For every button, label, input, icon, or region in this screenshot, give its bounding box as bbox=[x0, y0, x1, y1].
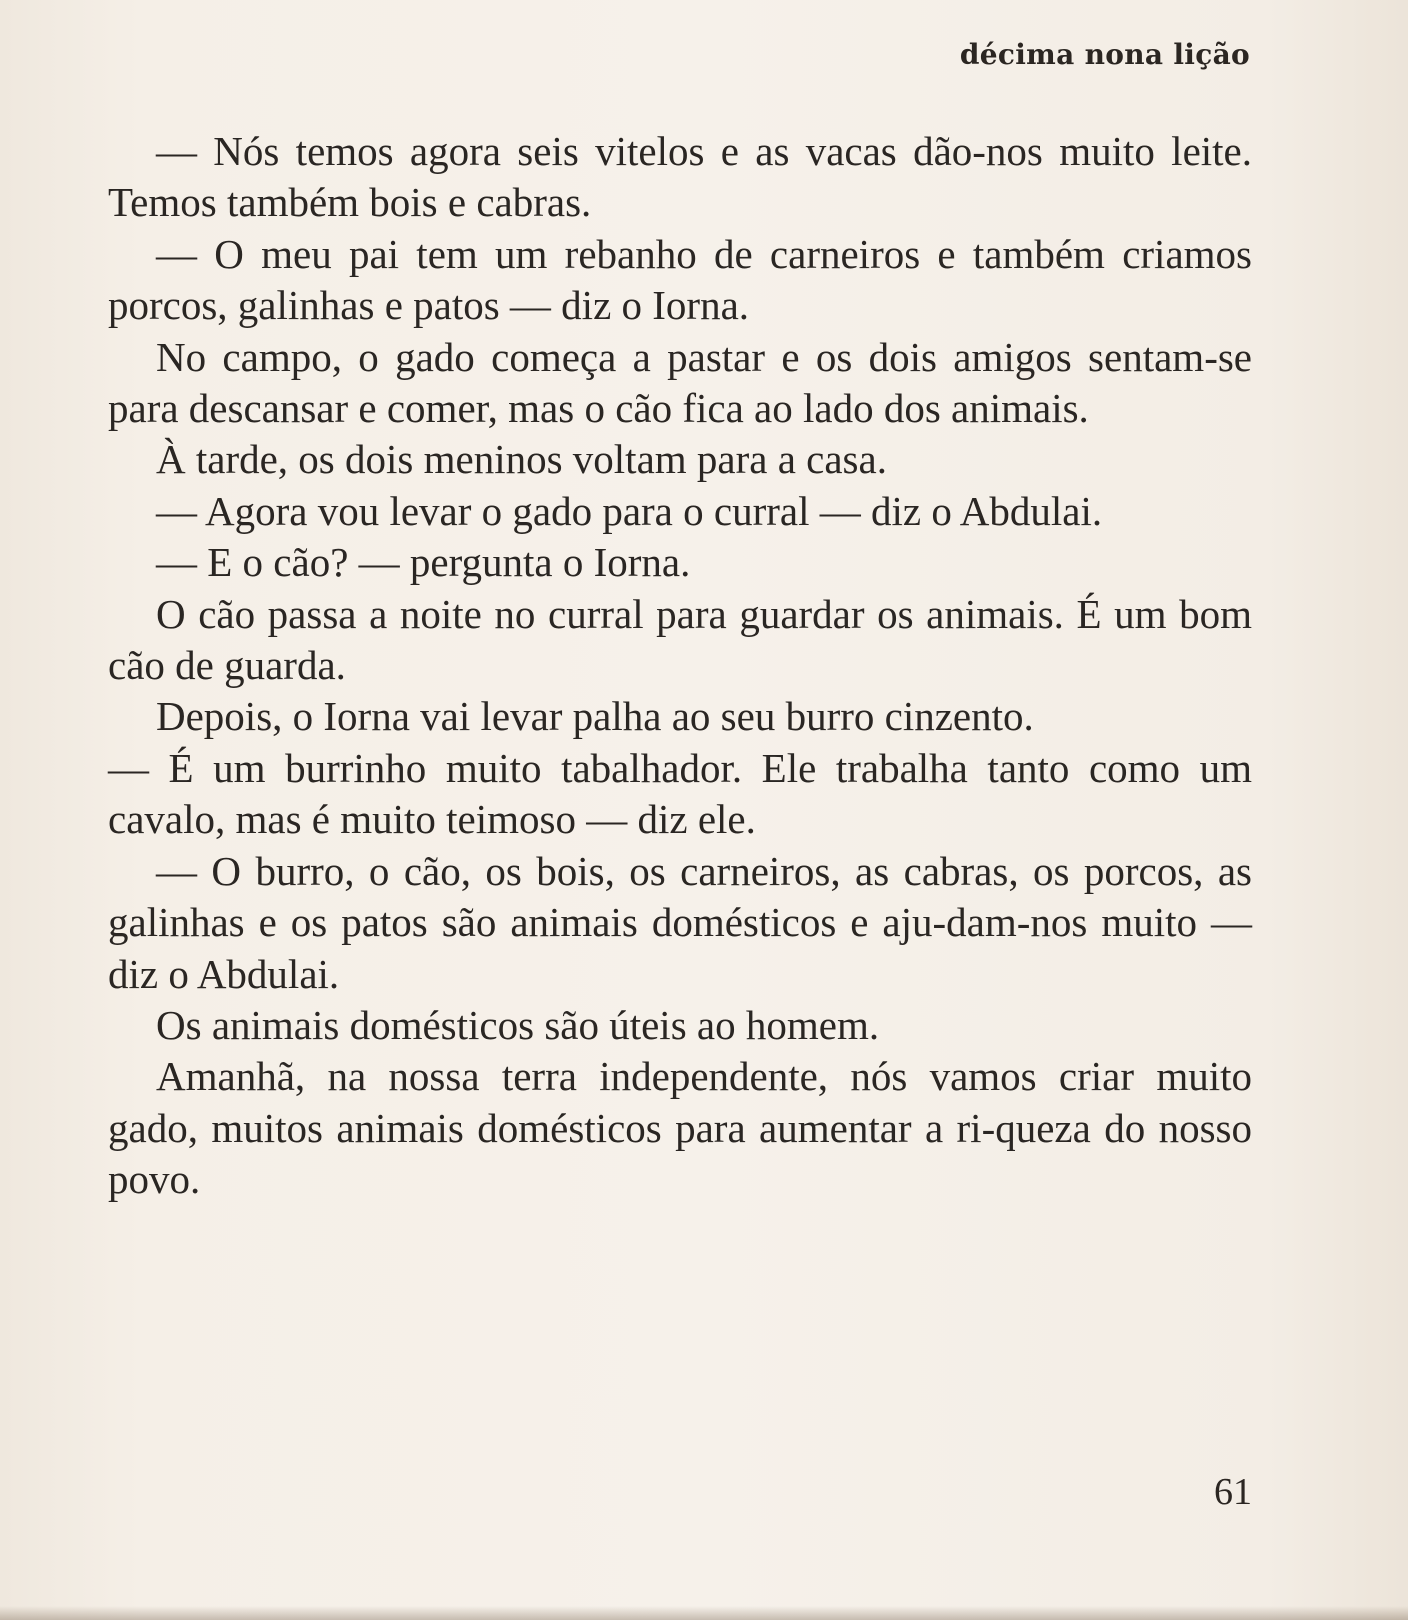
paragraph: — Agora vou levar o gado para o curral — diz o Abdulai. bbox=[156, 487, 1103, 534]
paragraph: — Nós temos agora seis vitelos e as vacas dão-nos muito leite. Temos também bois e cabras. bbox=[108, 128, 1252, 226]
page-number: 61 bbox=[1214, 1471, 1252, 1513]
paragraph: Depois, o Iorna vai levar palha ao seu burro cinzento. bbox=[156, 693, 1034, 740]
paragraph: — O meu pai tem um rebanho de carneiros e também criamos porcos, galinhas e patos — diz o Iorna. bbox=[108, 230, 1252, 329]
paragraph: À tarde, os dois meninos voltam para a casa. bbox=[156, 436, 887, 483]
paragraph: — O burro, o cão, os bois, os carneiros, as cabras, os porcos, as galinhas e os patos são animais domésticos e aju-dam-nos muito — diz o Abdulai. bbox=[108, 847, 1252, 997]
paragraph: O cão passa a noite no curral para guardar os animais. É um bom cão de guarda. bbox=[108, 590, 1252, 689]
lesson-text bbox=[108, 126, 1252, 1206]
page-edge-shadow bbox=[0, 1606, 1408, 1620]
running-head: décima nona lição bbox=[959, 38, 1250, 71]
paragraph: — É um burrinho muito tabalhador. Ele trabalha tanto como um cavalo, mas é muito teimoso — diz ele. bbox=[108, 744, 1252, 843]
paragraph: No campo, o gado começa a pastar e os dois amigos sentam-se para descansar e comer, mas o cão fica ao lado dos animais. bbox=[108, 333, 1252, 432]
paragraph: Os animais domésticos são úteis ao homem. bbox=[156, 1001, 880, 1048]
paragraph: — E o cão? — pergunta o Iorna. bbox=[156, 539, 691, 586]
paragraph: Amanhã, na nossa terra independente, nós vamos criar muito gado, muitos animais domésticos para aumentar a ri-queza do nosso povo. bbox=[108, 1053, 1252, 1203]
